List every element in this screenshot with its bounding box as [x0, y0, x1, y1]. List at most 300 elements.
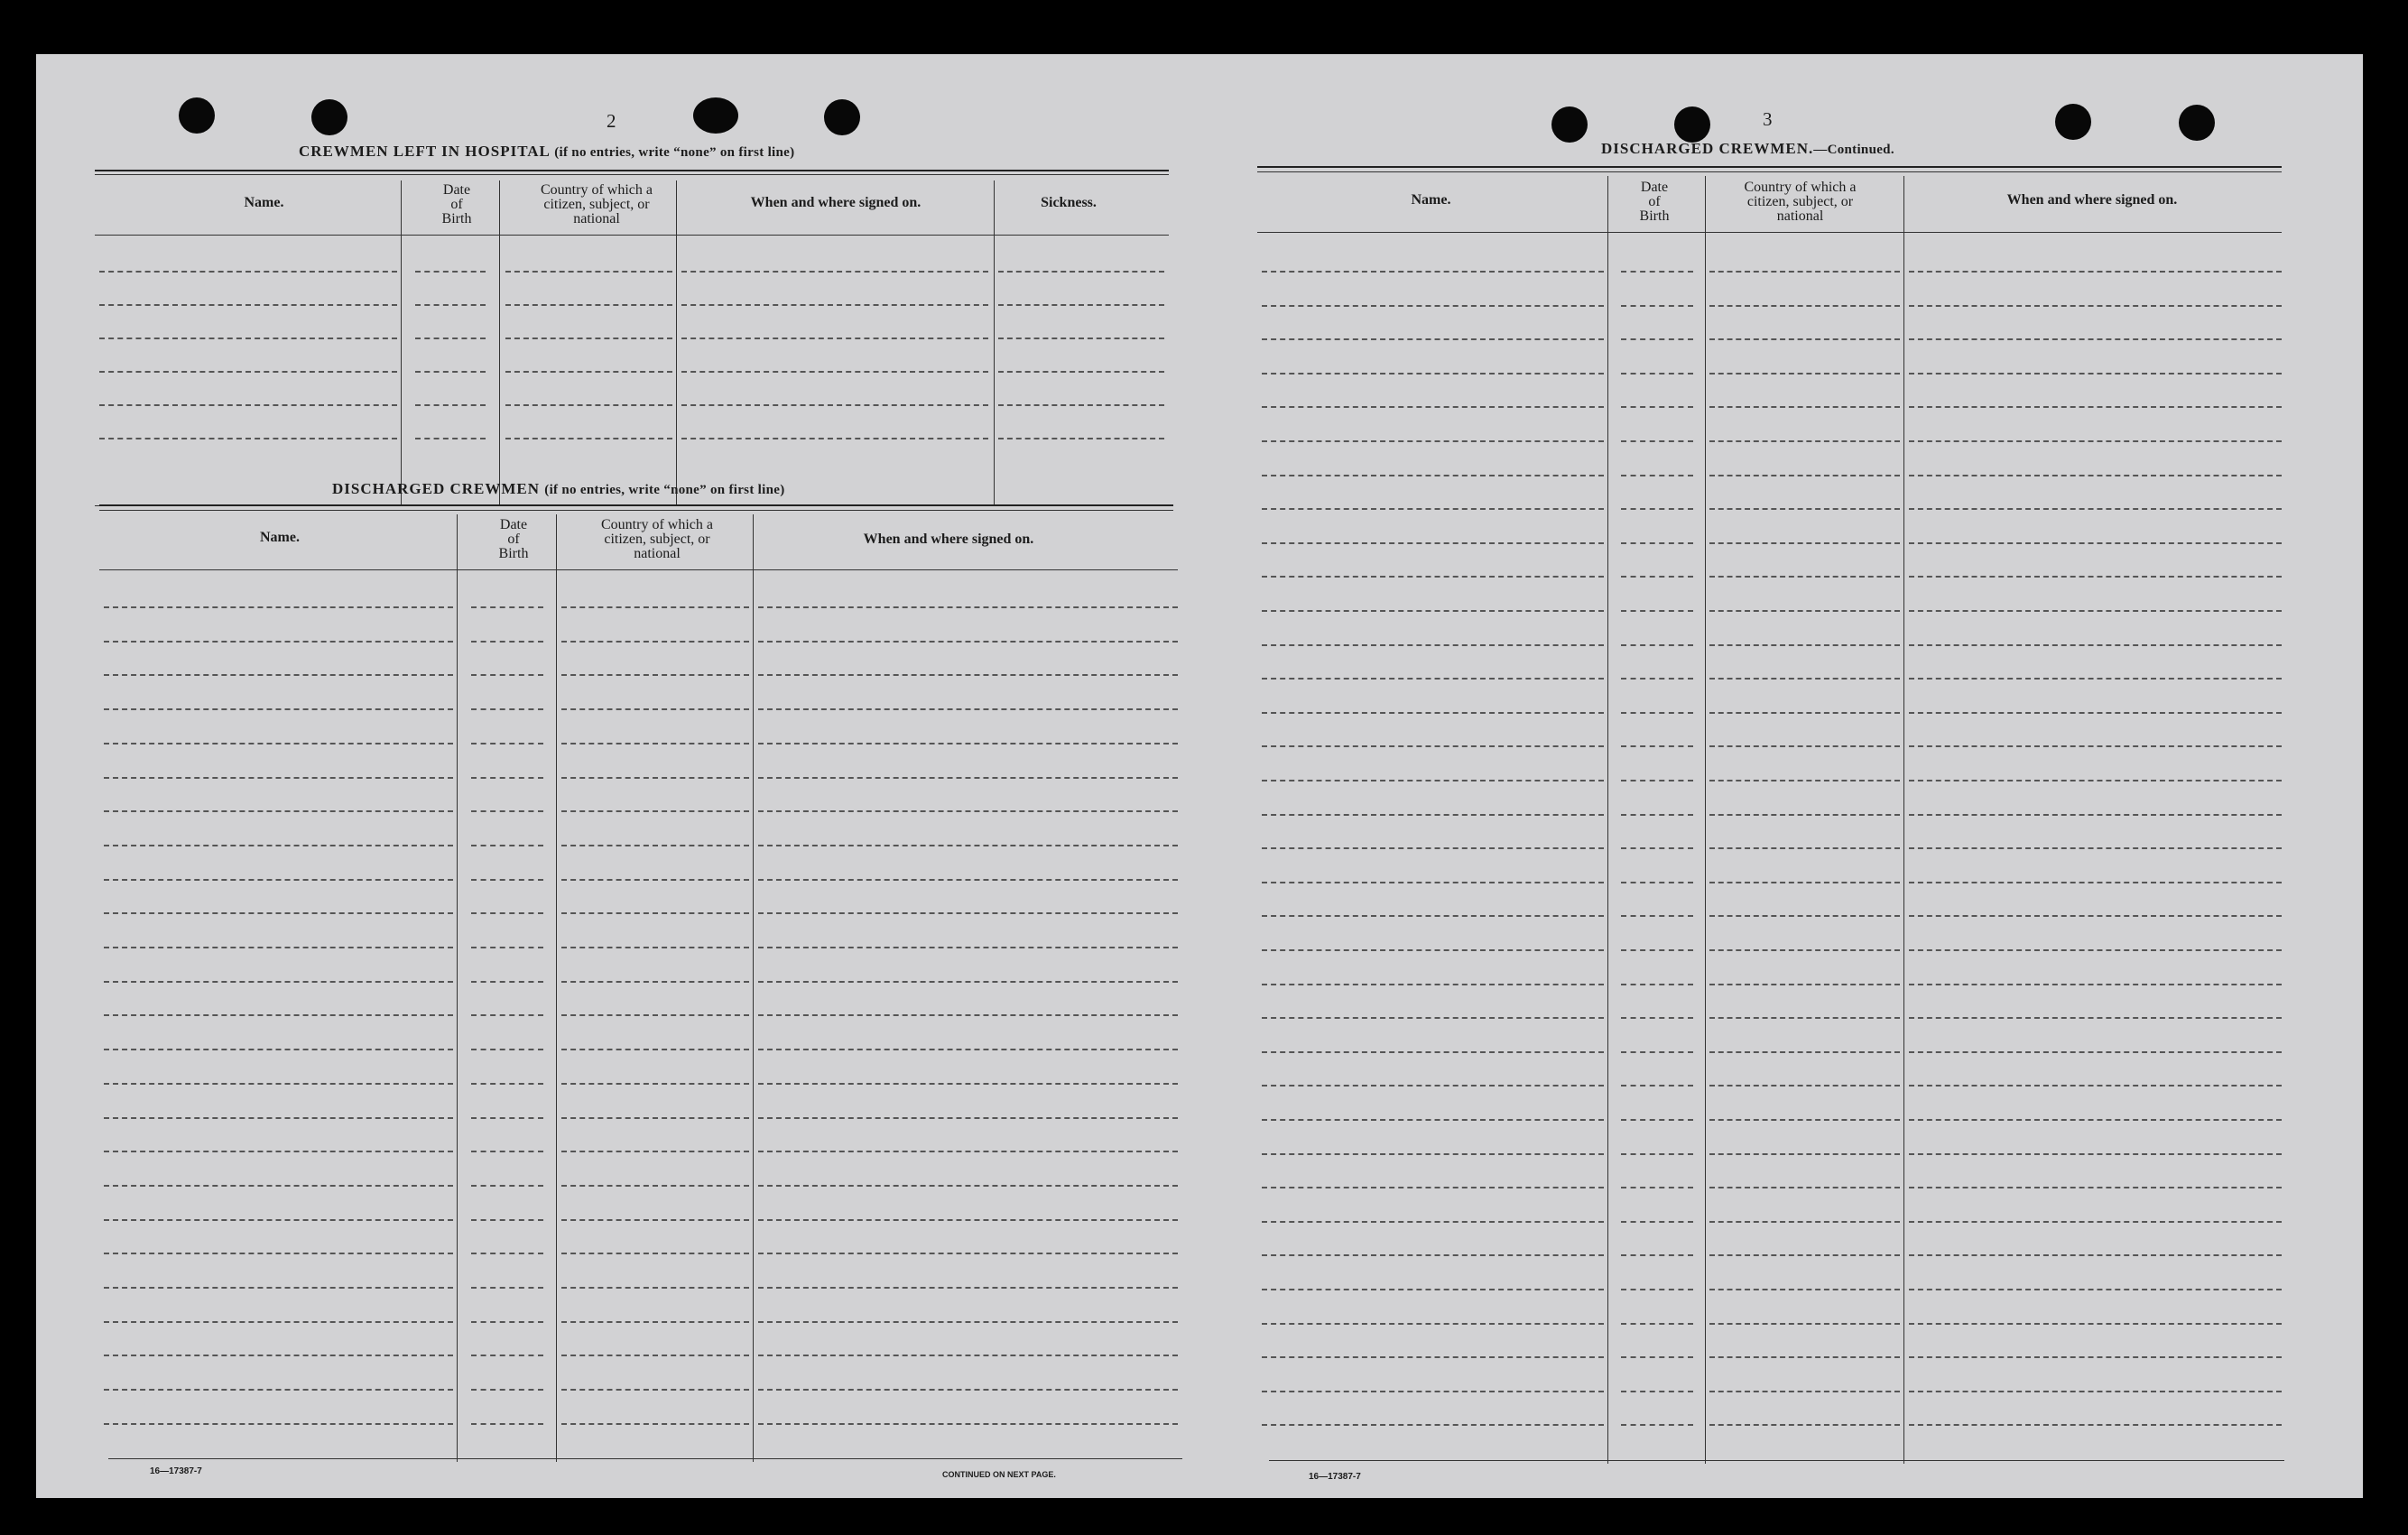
- ruled-entry-line: [1621, 475, 1693, 476]
- ruled-entry-line: [1262, 610, 1604, 612]
- ruled-entry-line: [1909, 508, 2282, 510]
- ruled-entry-line: [561, 810, 749, 812]
- ruled-entry-line: [1709, 1424, 1900, 1426]
- ruled-entry-line: [471, 845, 543, 846]
- ruled-entry-line: [104, 1014, 453, 1016]
- ruled-entry-line: [1909, 984, 2282, 985]
- ruled-entry-line: [1621, 1153, 1693, 1155]
- discharged-section-title: [332, 480, 785, 498]
- continued-label: —Continued.: [1813, 143, 1894, 157]
- ruled-entry-line: [561, 777, 749, 779]
- ruled-entry-line: [104, 1389, 453, 1391]
- ruled-entry-line: [1909, 1323, 2282, 1325]
- ruled-entry-line: [681, 404, 988, 406]
- column-header-signed-on: When and where signed on.: [2006, 192, 2178, 208]
- ruled-entry-line: [1621, 305, 1693, 307]
- ruled-entry-line: [104, 1355, 453, 1356]
- ruled-entry-line: [1621, 440, 1693, 442]
- ruled-entry-line: [1709, 475, 1900, 476]
- ruled-entry-line: [1709, 1221, 1900, 1223]
- column-header-date-of-birth: Date of Birth: [1639, 180, 1670, 224]
- ruled-entry-line: [471, 1083, 543, 1085]
- ruled-entry-line: [1709, 644, 1900, 646]
- ruled-entry-line: [1909, 1017, 2282, 1019]
- ruled-entry-line: [1262, 1323, 1604, 1325]
- ruled-entry-line: [758, 1253, 1178, 1254]
- column-header-date-of-birth: Date of Birth: [498, 517, 529, 561]
- ruled-entry-line: [758, 1083, 1178, 1085]
- ruled-entry-line: [1262, 1085, 1604, 1087]
- ruled-entry-line: [1262, 1289, 1604, 1290]
- ruled-entry-line: [1709, 373, 1900, 375]
- ruled-entry-line: [1621, 406, 1693, 408]
- ruled-entry-line: [1909, 1289, 2282, 1290]
- ruled-entry-line: [1621, 1119, 1693, 1121]
- form-number: 16—17387-7: [150, 1466, 202, 1476]
- ruled-entry-line: [1709, 576, 1900, 578]
- ruled-entry-line: [1621, 882, 1693, 883]
- ruled-entry-line: [561, 641, 749, 643]
- ruled-entry-line: [471, 1389, 543, 1391]
- ruled-entry-line: [1909, 576, 2282, 578]
- ruled-entry-line: [104, 1049, 453, 1050]
- ruled-entry-line: [505, 304, 672, 306]
- ruled-entry-line: [758, 981, 1178, 983]
- ruled-entry-line: [561, 912, 749, 914]
- column-divider: [1607, 176, 1608, 1464]
- ruled-entry-line: [471, 879, 543, 881]
- ruled-entry-line: [1621, 1187, 1693, 1188]
- ruled-entry-line: [1709, 814, 1900, 816]
- ruled-entry-line: [99, 338, 397, 339]
- ruled-entry-line: [104, 1423, 453, 1425]
- ruled-entry-line: [758, 912, 1178, 914]
- ruled-entry-line: [99, 304, 397, 306]
- ruled-entry-line: [1909, 271, 2282, 273]
- ruled-entry-line: [758, 1151, 1178, 1152]
- punch-hole: [311, 99, 347, 135]
- ruled-entry-line: [1262, 780, 1604, 781]
- ruled-entry-line: [561, 708, 749, 710]
- ruled-entry-line: [561, 981, 749, 983]
- section-title-text: DISCHARGED CREWMEN.: [1601, 140, 1814, 157]
- column-header-signed-on: When and where signed on.: [750, 195, 922, 210]
- ruled-entry-line: [758, 777, 1178, 779]
- ruled-entry-line: [415, 404, 486, 406]
- header-rule: [99, 569, 1178, 570]
- ruled-entry-line: [99, 371, 397, 373]
- ruled-entry-line: [1709, 1356, 1900, 1358]
- ruled-entry-line: [471, 1355, 543, 1356]
- ruled-entry-line: [1621, 712, 1693, 714]
- ruled-entry-line: [415, 438, 486, 439]
- ruled-entry-line: [1709, 406, 1900, 408]
- ruled-entry-line: [1262, 1356, 1604, 1358]
- ruled-entry-line: [1621, 373, 1693, 375]
- ruled-entry-line: [561, 1253, 749, 1254]
- ruled-entry-line: [1909, 1356, 2282, 1358]
- ruled-entry-line: [1909, 1254, 2282, 1256]
- ruled-entry-line: [104, 810, 453, 812]
- ruled-entry-line: [104, 1321, 453, 1323]
- ruled-entry-line: [1262, 745, 1604, 747]
- ruled-entry-line: [758, 1219, 1178, 1221]
- ruled-entry-line: [1262, 1391, 1604, 1392]
- punch-hole: [693, 97, 738, 134]
- ruled-entry-line: [561, 845, 749, 846]
- ruled-entry-line: [998, 371, 1164, 373]
- ruled-entry-line: [1909, 712, 2282, 714]
- ruled-entry-line: [471, 1117, 543, 1119]
- ruled-entry-line: [415, 304, 486, 306]
- ruled-entry-line: [1621, 610, 1693, 612]
- ruled-entry-line: [1262, 1424, 1604, 1426]
- ruled-entry-line: [1262, 712, 1604, 714]
- left-form-page: [36, 54, 1209, 1498]
- ruled-entry-line: [1709, 882, 1900, 883]
- column-divider: [994, 180, 995, 505]
- ruled-entry-line: [1262, 271, 1604, 273]
- right-form-page: [1199, 54, 2363, 1498]
- ruled-entry-line: [1262, 1017, 1604, 1019]
- ruled-entry-line: [1621, 1424, 1693, 1426]
- ruled-entry-line: [471, 641, 543, 643]
- ruled-entry-line: [1709, 305, 1900, 307]
- ruled-entry-line: [1709, 271, 1900, 273]
- hospital-section-title: [299, 143, 794, 161]
- ruled-entry-line: [471, 1014, 543, 1016]
- ruled-entry-line: [758, 674, 1178, 676]
- ruled-entry-line: [415, 371, 486, 373]
- ruled-entry-line: [1909, 305, 2282, 307]
- ruled-entry-line: [1262, 1051, 1604, 1053]
- ruled-entry-line: [1621, 780, 1693, 781]
- ruled-entry-line: [1909, 814, 2282, 816]
- ruled-entry-line: [758, 606, 1178, 608]
- continued-note: CONTINUED ON NEXT PAGE.: [942, 1470, 1056, 1479]
- ruled-entry-line: [1909, 406, 2282, 408]
- ruled-entry-line: [1621, 814, 1693, 816]
- ruled-entry-line: [1709, 745, 1900, 747]
- ruled-entry-line: [1262, 406, 1604, 408]
- header-rule: [1257, 232, 2282, 233]
- ruled-entry-line: [1621, 949, 1693, 951]
- ruled-entry-line: [1621, 1323, 1693, 1325]
- ruled-entry-line: [1621, 1051, 1693, 1053]
- punch-hole: [2179, 105, 2215, 141]
- ruled-entry-line: [758, 1014, 1178, 1016]
- column-divider: [676, 180, 677, 505]
- ruled-entry-line: [561, 674, 749, 676]
- ruled-entry-line: [505, 404, 672, 406]
- section-title-text: CREWMEN LEFT IN HOSPITAL: [299, 143, 550, 160]
- ruled-entry-line: [1262, 644, 1604, 646]
- ruled-entry-line: [758, 641, 1178, 643]
- ruled-entry-line: [758, 845, 1178, 846]
- section-instruction: (if no entries, write “none” on first line): [554, 145, 795, 160]
- ruled-entry-line: [1621, 745, 1693, 747]
- ruled-entry-line: [1621, 847, 1693, 849]
- section-instruction: (if no entries, write “none” on first line): [544, 483, 785, 497]
- ruled-entry-line: [1262, 508, 1604, 510]
- ruled-entry-line: [1909, 1153, 2282, 1155]
- ruled-entry-line: [1709, 915, 1900, 917]
- ruled-entry-line: [99, 271, 397, 273]
- ruled-entry-line: [1709, 984, 1900, 985]
- ruled-entry-line: [1621, 678, 1693, 680]
- ruled-entry-line: [471, 606, 543, 608]
- ruled-entry-line: [1909, 1119, 2282, 1121]
- ruled-entry-line: [471, 1049, 543, 1050]
- ruled-entry-line: [415, 338, 486, 339]
- ruled-entry-line: [1909, 1051, 2282, 1053]
- page-number: 2: [607, 110, 616, 132]
- ruled-entry-line: [561, 1083, 749, 1085]
- ruled-entry-line: [104, 606, 453, 608]
- ruled-entry-line: [998, 338, 1164, 339]
- ruled-entry-line: [104, 845, 453, 846]
- column-divider: [1705, 176, 1706, 1464]
- ruled-entry-line: [1621, 1017, 1693, 1019]
- ruled-entry-line: [471, 708, 543, 710]
- ruled-entry-line: [104, 947, 453, 948]
- ruled-entry-line: [1909, 1187, 2282, 1188]
- ruled-entry-line: [1909, 1221, 2282, 1223]
- ruled-entry-line: [1909, 847, 2282, 849]
- column-divider: [499, 180, 500, 505]
- ruled-entry-line: [1909, 949, 2282, 951]
- ruled-entry-line: [1262, 678, 1604, 680]
- ruled-entry-line: [1262, 576, 1604, 578]
- ruled-entry-line: [1709, 712, 1900, 714]
- ruled-entry-line: [758, 810, 1178, 812]
- ruled-entry-line: [104, 1117, 453, 1119]
- ruled-entry-line: [1262, 373, 1604, 375]
- ruled-entry-line: [1709, 1017, 1900, 1019]
- ruled-entry-line: [1262, 440, 1604, 442]
- ruled-entry-line: [471, 743, 543, 744]
- ruled-entry-line: [1262, 984, 1604, 985]
- column-header-name: Name.: [260, 530, 300, 545]
- ruled-entry-line: [1909, 745, 2282, 747]
- ruled-entry-line: [1709, 1051, 1900, 1053]
- ruled-entry-line: [471, 981, 543, 983]
- ruled-entry-line: [1709, 1187, 1900, 1188]
- ruled-entry-line: [1709, 949, 1900, 951]
- page-number: 3: [1763, 108, 1773, 130]
- column-header-country: Country of which a citizen, subject, or national: [541, 182, 653, 227]
- ruled-entry-line: [758, 743, 1178, 744]
- ruled-entry-line: [1262, 542, 1604, 544]
- ruled-entry-line: [471, 947, 543, 948]
- ruled-entry-line: [1909, 882, 2282, 883]
- section-end-rule: [1269, 1460, 2284, 1461]
- ruled-entry-line: [561, 743, 749, 744]
- ruled-entry-line: [1262, 338, 1604, 340]
- ruled-entry-line: [505, 438, 672, 439]
- ruled-entry-line: [1621, 576, 1693, 578]
- ruled-entry-line: [104, 674, 453, 676]
- ruled-entry-line: [1709, 1085, 1900, 1087]
- ruled-entry-line: [1621, 542, 1693, 544]
- ruled-entry-line: [1709, 1323, 1900, 1325]
- ruled-entry-line: [758, 708, 1178, 710]
- ruled-entry-line: [1262, 1187, 1604, 1188]
- ruled-entry-line: [104, 1253, 453, 1254]
- ruled-entry-line: [758, 1321, 1178, 1323]
- column-divider: [457, 514, 458, 1462]
- ruled-entry-line: [1909, 1424, 2282, 1426]
- ruled-entry-line: [99, 404, 397, 406]
- ruled-entry-line: [1709, 508, 1900, 510]
- ruled-entry-line: [1909, 475, 2282, 476]
- column-header-country: Country of which a citizen, subject, or national: [601, 517, 713, 561]
- punch-hole: [1674, 106, 1710, 143]
- section-rule: [1257, 166, 2282, 168]
- ruled-entry-line: [1709, 542, 1900, 544]
- ruled-entry-line: [1709, 780, 1900, 781]
- ruled-entry-line: [471, 1151, 543, 1152]
- ruled-entry-line: [1709, 678, 1900, 680]
- column-divider: [753, 514, 754, 1462]
- ruled-entry-line: [1262, 949, 1604, 951]
- ruled-entry-line: [681, 304, 988, 306]
- ruled-entry-line: [104, 1185, 453, 1187]
- ruled-entry-line: [471, 810, 543, 812]
- ruled-entry-line: [1909, 542, 2282, 544]
- ruled-entry-line: [1709, 1254, 1900, 1256]
- column-divider: [556, 514, 557, 1462]
- ruled-entry-line: [561, 947, 749, 948]
- section-rule: [95, 174, 1169, 175]
- ruled-entry-line: [1262, 882, 1604, 883]
- column-header-sickness: Sickness.: [1041, 195, 1097, 210]
- ruled-entry-line: [99, 438, 397, 439]
- ruled-entry-line: [561, 1355, 749, 1356]
- section-rule: [99, 510, 1173, 511]
- ruled-entry-line: [561, 1321, 749, 1323]
- ruled-entry-line: [998, 304, 1164, 306]
- ruled-entry-line: [471, 1253, 543, 1254]
- ruled-entry-line: [1909, 440, 2282, 442]
- header-rule: [95, 235, 1169, 236]
- ruled-entry-line: [758, 1185, 1178, 1187]
- punch-hole: [2055, 104, 2091, 140]
- section-rule: [95, 170, 1169, 171]
- ruled-entry-line: [505, 338, 672, 339]
- ruled-entry-line: [1621, 1289, 1693, 1290]
- ruled-entry-line: [104, 981, 453, 983]
- ruled-entry-line: [1621, 1085, 1693, 1087]
- ruled-entry-line: [681, 338, 988, 339]
- ruled-entry-line: [1909, 678, 2282, 680]
- ruled-entry-line: [1621, 338, 1693, 340]
- ruled-entry-line: [471, 1287, 543, 1289]
- ruled-entry-line: [1909, 338, 2282, 340]
- ruled-entry-line: [1909, 644, 2282, 646]
- ruled-entry-line: [104, 912, 453, 914]
- ruled-entry-line: [1709, 1289, 1900, 1290]
- ruled-entry-line: [1709, 1391, 1900, 1392]
- ruled-entry-line: [561, 606, 749, 608]
- ruled-entry-line: [471, 912, 543, 914]
- ruled-entry-line: [1621, 915, 1693, 917]
- ruled-entry-line: [1909, 373, 2282, 375]
- ruled-entry-line: [1262, 1119, 1604, 1121]
- ruled-entry-line: [104, 743, 453, 744]
- ruled-entry-line: [471, 777, 543, 779]
- ruled-entry-line: [471, 1185, 543, 1187]
- ruled-entry-line: [1621, 1254, 1693, 1256]
- ruled-entry-line: [561, 1219, 749, 1221]
- punch-hole: [824, 99, 860, 135]
- ruled-entry-line: [1262, 847, 1604, 849]
- ruled-entry-line: [505, 271, 672, 273]
- ruled-entry-line: [1909, 1391, 2282, 1392]
- ruled-entry-line: [1262, 475, 1604, 476]
- ruled-entry-line: [998, 271, 1164, 273]
- ruled-entry-line: [1709, 1153, 1900, 1155]
- ruled-entry-line: [758, 1117, 1178, 1119]
- ruled-entry-line: [758, 1355, 1178, 1356]
- ruled-entry-line: [758, 947, 1178, 948]
- ruled-entry-line: [1621, 271, 1693, 273]
- ruled-entry-line: [758, 1423, 1178, 1425]
- ruled-entry-line: [561, 1014, 749, 1016]
- ruled-entry-line: [1621, 1221, 1693, 1223]
- ruled-entry-line: [104, 708, 453, 710]
- ruled-entry-line: [1262, 1221, 1604, 1223]
- ruled-entry-line: [1909, 610, 2282, 612]
- ruled-entry-line: [104, 1151, 453, 1152]
- ruled-entry-line: [758, 1287, 1178, 1289]
- section-title-text: DISCHARGED CREWMEN: [332, 480, 541, 497]
- punch-hole: [179, 97, 215, 134]
- ruled-entry-line: [758, 879, 1178, 881]
- ruled-entry-line: [681, 371, 988, 373]
- ruled-entry-line: [561, 1185, 749, 1187]
- ruled-entry-line: [1262, 1254, 1604, 1256]
- column-header-signed-on: When and where signed on.: [863, 532, 1034, 547]
- ruled-entry-line: [561, 879, 749, 881]
- ruled-entry-line: [1262, 814, 1604, 816]
- ruled-entry-line: [998, 438, 1164, 439]
- column-header-name: Name.: [244, 195, 284, 210]
- ruled-entry-line: [104, 777, 453, 779]
- column-divider: [401, 180, 402, 505]
- ruled-entry-line: [471, 1423, 543, 1425]
- ruled-entry-line: [1709, 338, 1900, 340]
- punch-hole: [1551, 106, 1588, 143]
- ruled-entry-line: [561, 1151, 749, 1152]
- ruled-entry-line: [758, 1049, 1178, 1050]
- ruled-entry-line: [1709, 847, 1900, 849]
- ruled-entry-line: [1909, 1085, 2282, 1087]
- ruled-entry-line: [1262, 305, 1604, 307]
- column-header-date-of-birth: Date of Birth: [441, 182, 472, 227]
- section-end-rule: [108, 1458, 1182, 1459]
- ruled-entry-line: [104, 1219, 453, 1221]
- column-divider: [1903, 176, 1904, 1464]
- ruled-entry-line: [681, 438, 988, 439]
- section-rule: [1257, 171, 2282, 172]
- ruled-entry-line: [758, 1389, 1178, 1391]
- ruled-entry-line: [681, 271, 988, 273]
- ruled-entry-line: [998, 404, 1164, 406]
- ruled-entry-line: [561, 1423, 749, 1425]
- column-header-country: Country of which a citizen, subject, or national: [1744, 180, 1857, 224]
- ruled-entry-line: [1709, 440, 1900, 442]
